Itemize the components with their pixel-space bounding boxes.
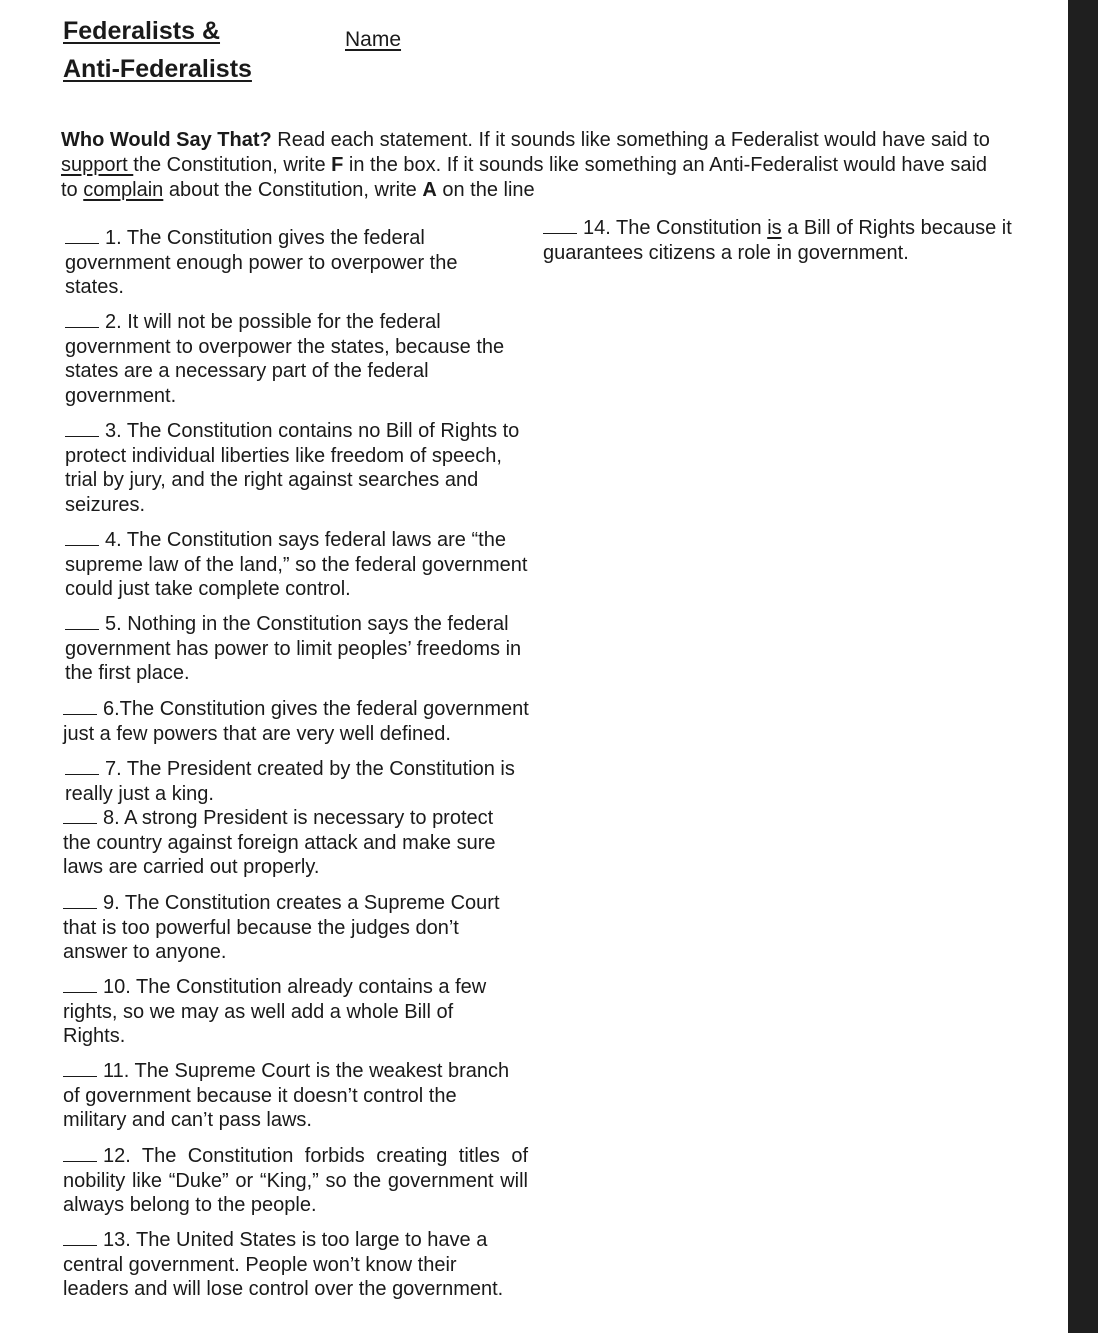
name-label: Name xyxy=(345,28,402,51)
answer-blank-9[interactable] xyxy=(63,891,97,909)
statement-8 xyxy=(63,806,508,880)
answer-blank-4[interactable] xyxy=(65,528,99,546)
statement-14-is: is xyxy=(767,217,782,239)
statement-5-text: 5. Nothing in the Constitution says the federal government has power to limit peoples’ freedoms in the first place. xyxy=(65,613,522,684)
statement-5 xyxy=(65,612,535,686)
statement-10-text: 10. The Constitution already contains a few rights, so we may as well add a whole Bill of Rights. xyxy=(63,976,487,1047)
statement-4-text: 4. The Constitution says federal laws are “the supreme law of the land,” so the federal government could just take complete control. xyxy=(65,529,528,600)
instructions-support: support xyxy=(61,154,134,176)
answer-blank-14[interactable] xyxy=(543,216,577,234)
instructions-letter-a: A xyxy=(422,179,437,201)
statement-3-text: 3. The Constitution contains no Bill of Rights to protect individual liberties like freedom of speech, trial by jury, and the right against searches and seizures. xyxy=(65,420,520,516)
statement-14-text-a: 14. The Constitution xyxy=(583,217,768,239)
statement-11 xyxy=(63,1059,518,1133)
statement-7 xyxy=(65,757,525,806)
statement-8-text: 8. A strong President is necessary to protect the country against foreign attack and make sure laws are carried out properly. xyxy=(63,807,496,878)
title-line-1: Federalists & xyxy=(63,17,221,45)
answer-blank-1[interactable] xyxy=(65,226,99,244)
statement-2 xyxy=(65,310,515,408)
answer-blank-11[interactable] xyxy=(63,1059,97,1077)
instructions-text-1: Read each statement. If it sounds like something a Federalist would have said to xyxy=(271,129,990,151)
statement-10 xyxy=(63,975,503,1049)
instructions-text-5: on the line xyxy=(436,179,535,201)
right-edge-bar xyxy=(1068,0,1098,1333)
instructions-lead: Who Would Say That? xyxy=(61,129,272,151)
statement-9-text: 9. The Constitution creates a Supreme Court that is too powerful because the judges don’t answer to anyone. xyxy=(63,892,500,963)
answer-blank-2[interactable] xyxy=(65,310,99,328)
instructions xyxy=(61,128,1001,203)
statement-6 xyxy=(63,697,538,746)
answer-blank-6[interactable] xyxy=(63,697,97,715)
statement-7-text: 7. The President created by the Constitution is really just a king. xyxy=(65,758,515,805)
statement-1 xyxy=(65,226,475,300)
statement-13 xyxy=(63,1228,523,1302)
statement-14 xyxy=(543,216,1028,265)
worksheet-title xyxy=(63,12,252,88)
instructions-text-3: in the box. If it sounds like something an Anti-Federalist would have said to xyxy=(61,154,988,201)
statement-2-text: 2. It will not be possible for the federal government to overpower the states, because the states are a necessary part of the federal government. xyxy=(65,311,505,407)
answer-blank-12[interactable] xyxy=(63,1144,97,1162)
statement-1-text: 1. The Constitution gives the federal government enough power to overpower the states. xyxy=(65,227,458,298)
instructions-complain: complain xyxy=(83,179,164,201)
answer-blank-3[interactable] xyxy=(65,419,99,437)
statement-14-text-b: a Bill of Rights because it guarantees citizens a role in government. xyxy=(543,217,1012,264)
instructions-text-2: the Constitution, write xyxy=(133,154,332,176)
answer-blank-8[interactable] xyxy=(63,806,97,824)
answer-blank-13[interactable] xyxy=(63,1228,97,1246)
statement-12 xyxy=(63,1144,528,1218)
statement-13-text: 13. The United States is too large to have a central government. People won’t know their leaders and will lose control over the government. xyxy=(63,1229,504,1300)
answer-blank-10[interactable] xyxy=(63,975,97,993)
statement-9 xyxy=(63,891,508,965)
title-line-2: Anti-Federalists xyxy=(63,55,252,83)
instructions-text-4: about the Constitution, write xyxy=(163,179,423,201)
statement-12-text: 12. The Constitution forbids creating titles of nobility like “Duke” or “King,” so the government will always belong to the people. xyxy=(63,1145,528,1216)
statement-6-text: 6.The Constitution gives the federal government just a few powers that are very well defined. xyxy=(63,698,529,745)
statement-3 xyxy=(65,419,530,517)
answer-blank-7[interactable] xyxy=(65,757,99,775)
statement-4 xyxy=(65,528,540,602)
answer-blank-5[interactable] xyxy=(65,612,99,630)
instructions-letter-f: F xyxy=(331,154,344,176)
statement-11-text: 11. The Supreme Court is the weakest branch of government because it doesn’t control the military and can’t pass laws. xyxy=(63,1060,510,1131)
